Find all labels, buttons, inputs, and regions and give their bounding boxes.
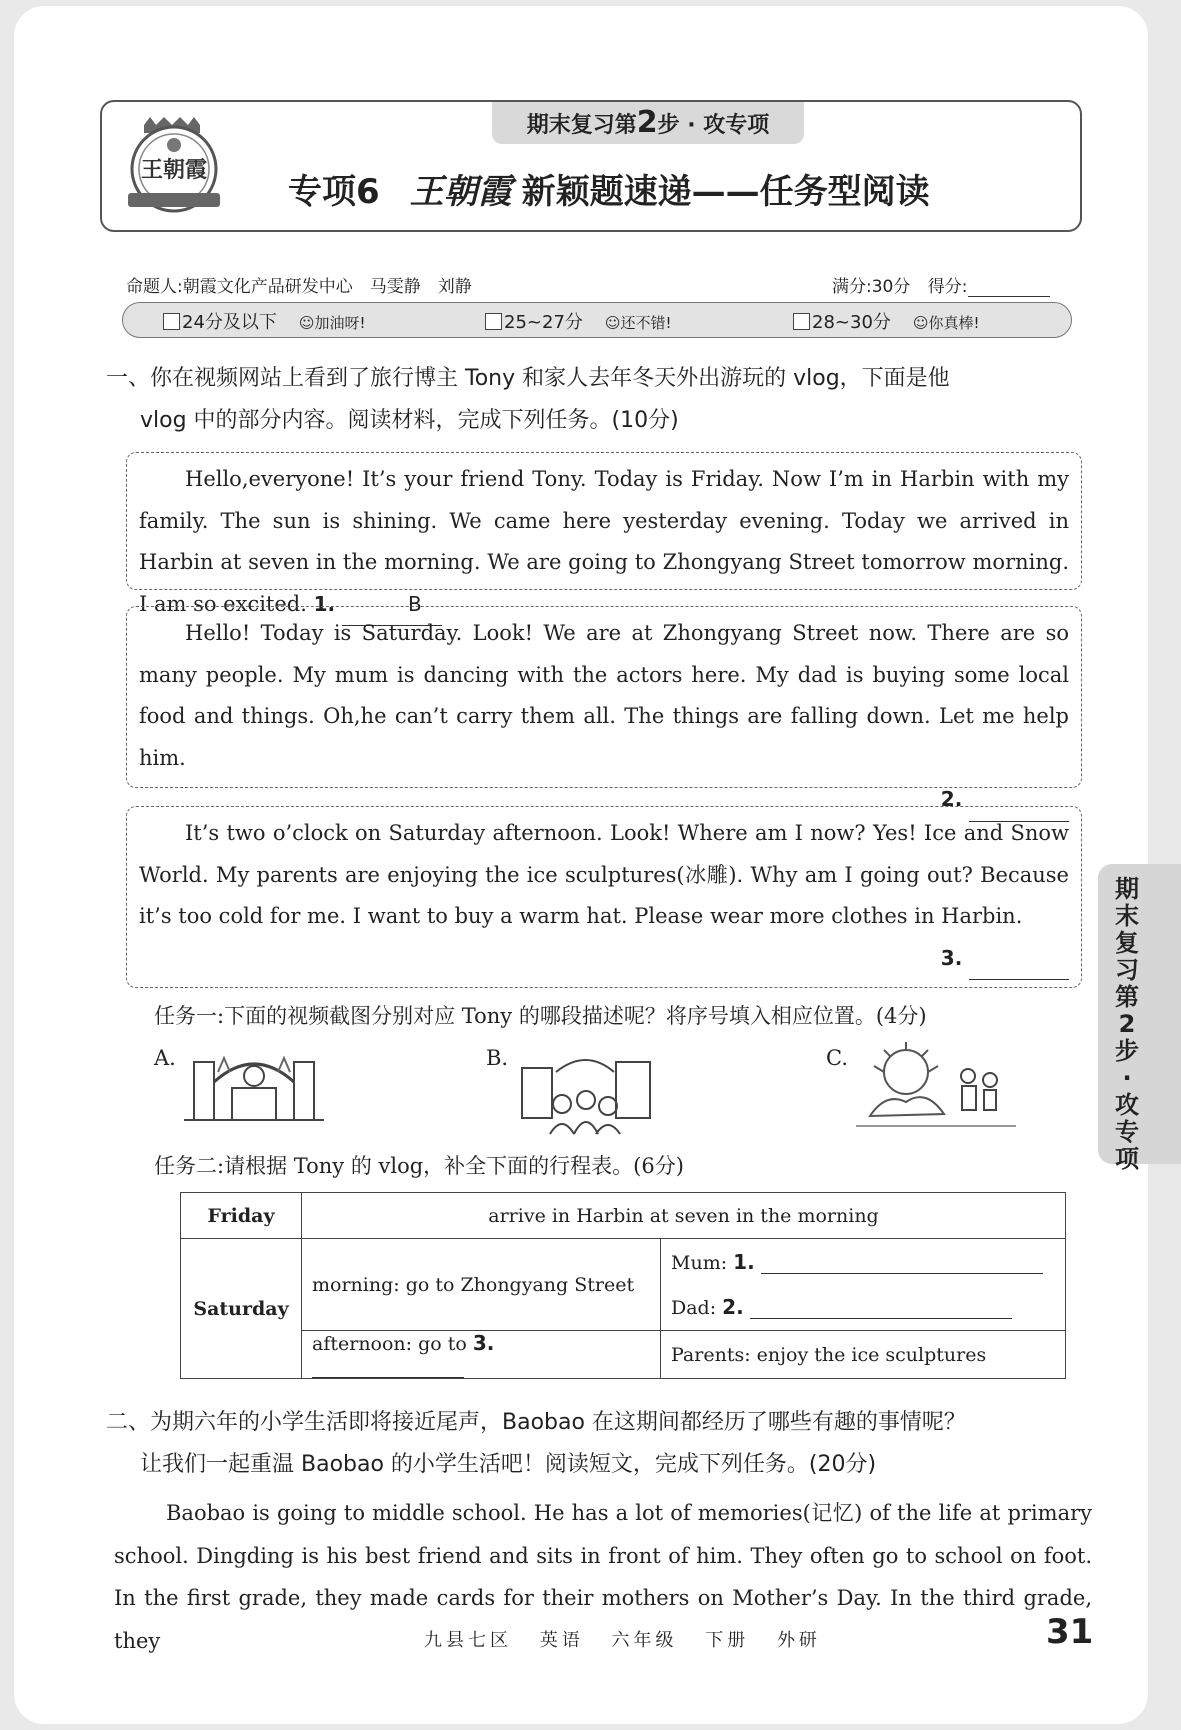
score-label: 得分: (927, 277, 968, 297)
section-2-passage-text: Baobao is going to middle school. He has a lot of memories(记忆) of the life at primary school. Dingding is his best friend and sits in front of him. They often go to school on foot. In the first grade, they made cards for their mothers on Mother’s Day. In the third grade, they (114, 1501, 1092, 1653)
table-row (181, 1331, 1066, 1379)
step-number: 2 (636, 105, 658, 140)
title-main: 新颖题速递——任务型阅读 (521, 172, 930, 212)
band-mood: 你真棒! (928, 314, 980, 332)
score-blank[interactable] (968, 278, 1050, 297)
title-lead: 专项6 (288, 172, 380, 212)
saturday-morning: morning: go to Zhongyang Street (302, 1239, 661, 1331)
section-2-heading (106, 1402, 1096, 1486)
side-tab-text: 期 末 复 习 第 2 步 · 攻 专 项 (1115, 875, 1139, 1173)
dad-label: Dad: (671, 1297, 717, 1320)
section-1-heading (106, 358, 1096, 442)
footer-region: 九县七区 (424, 1630, 512, 1651)
checkbox[interactable] (485, 313, 502, 330)
afternoon-answer-blank[interactable] (312, 1355, 464, 1378)
face-icon: ☺ (298, 314, 315, 332)
band-item-1 (163, 308, 366, 334)
worksheet-page (14, 6, 1148, 1724)
street-family-illustration (516, 1042, 656, 1136)
step-prefix: 期末复习第 (526, 113, 637, 138)
passage-2-text: Hello! Today is Saturday. Look! We are at Zhongyang Street now. There are so many people. My mum is dancing with the actors here. My dad is buying some local food and things. Oh,he can’t carry them all. The things are falling down. Let me help him. (139, 621, 1069, 770)
face-icon: ☺ (912, 314, 929, 332)
authors-line: 命题人:朝霞文化产品研发中心 马雯静 刘静 (126, 277, 472, 297)
band-range: 24分及以下 (182, 312, 277, 333)
band-item-3 (793, 308, 980, 334)
question-2-number: 2. (940, 787, 963, 811)
afternoon-cell (302, 1331, 661, 1379)
friday-plan: arrive in Harbin at seven in the morning (302, 1193, 1066, 1239)
page-number: 31 (1046, 1612, 1094, 1652)
mum-number: 1. (733, 1249, 755, 1274)
mum-label: Mum: (671, 1251, 728, 1274)
answer-3-blank[interactable] (969, 938, 1069, 981)
footer (424, 1626, 839, 1652)
question-1-number: 1. (313, 591, 336, 616)
footer-grade: 六年级 (611, 1630, 678, 1651)
table-row (181, 1193, 1066, 1239)
passage-3-text: It’s two o’clock on Saturday afternoon. Look! Where am I now? Yes! Ice and Snow World. My parents are enjoying the ice sculptures(冰雕). Why am I going out? Because it’s too cold for me. I want to buy a warm hat. Please wear more clothes in Harbin. (139, 821, 1069, 928)
band-range: 28~30分 (812, 312, 891, 333)
side-tab (1098, 864, 1181, 1173)
section-2-line2: 让我们一起重温 Baobao 的小学生活吧！阅读短文，完成下列任务。(20分) (140, 1452, 877, 1477)
day-friday: Friday (181, 1193, 302, 1239)
step-suffix: 步 · 攻专项 (657, 113, 770, 138)
task-1-instruction: 任务一:下面的视频截图分别对应 Tony 的哪段描述呢？将序号填入相应位置。(4分) (154, 1004, 927, 1028)
checkbox[interactable] (793, 313, 810, 330)
page-title (288, 164, 1028, 213)
step-banner (492, 102, 804, 144)
mum-cell (661, 1239, 1066, 1285)
task-2-instruction: 任务二:请根据 Tony 的 vlog，补全下面的行程表。(6分) (154, 1154, 684, 1178)
band-mood: 还不错! (620, 314, 672, 332)
afternoon-number: 3. (472, 1331, 495, 1355)
afternoon-label: afternoon: go to (312, 1333, 467, 1355)
question-3-number: 3. (940, 945, 963, 970)
dad-answer-blank[interactable] (750, 1296, 1012, 1319)
band-mood: 加油呀! (314, 314, 366, 332)
parents-cell: Parents: enjoy the ice sculptures (661, 1331, 1066, 1379)
section-2-line1: 二、为期六年的小学生活即将接近尾声，Baobao 在这期间都经历了哪些有趣的事情呢？ (106, 1410, 966, 1435)
brand-logo (114, 111, 234, 221)
picture-label-a: A. (154, 1046, 176, 1070)
full-score: 满分:30分 (832, 277, 911, 297)
footer-edition: 外研 (776, 1630, 821, 1651)
answer-1-blank[interactable]: B (342, 584, 442, 627)
day-saturday: Saturday (181, 1239, 302, 1379)
vlog-passage-2 (126, 606, 1082, 811)
dad-number: 2. (722, 1295, 744, 1320)
schedule-table (180, 1192, 1066, 1379)
section-1-line1: 一、你在视频网站上看到了旅行博主 Tony 和家人去年冬天外出游玩的 vlog，下面是他 (106, 366, 950, 391)
score-area (832, 272, 1050, 297)
ice-gate-illustration (184, 1042, 324, 1126)
table-row (181, 1239, 1066, 1285)
section-1-line2: vlog 中的部分内容。阅读材料，完成下列任务。(10分) (140, 408, 679, 433)
vlog-passage-3 (126, 806, 1082, 988)
mum-answer-blank[interactable] (761, 1251, 1043, 1274)
logo-text: 王朝霞 (140, 157, 208, 183)
band-item-2 (485, 308, 672, 334)
footer-subject: 英语 (539, 1630, 584, 1651)
face-icon: ☺ (604, 314, 621, 332)
score-band-bar (122, 302, 1072, 338)
dad-cell (661, 1285, 1066, 1331)
picture-label-b: B. (486, 1046, 509, 1070)
ice-sculpture-illustration (856, 1042, 1016, 1134)
passage-1-text: Hello,everyone! It’s your friend Tony. Today is Friday. Now I’m in Harbin with my family. The sun is shining. We came here yesterday evening. Today we arrived in Harbin at seven in the morning. We are going to Zhongyang Street tomorrow morning. I am so excited. (139, 467, 1069, 616)
vlog-passage-1 (126, 452, 1082, 616)
picture-label-c: C. (826, 1046, 848, 1070)
footer-volume: 下册 (705, 1630, 750, 1651)
checkbox[interactable] (163, 313, 180, 330)
band-range: 25~27分 (504, 312, 583, 333)
title-signature: 王朝霞 (409, 172, 512, 212)
